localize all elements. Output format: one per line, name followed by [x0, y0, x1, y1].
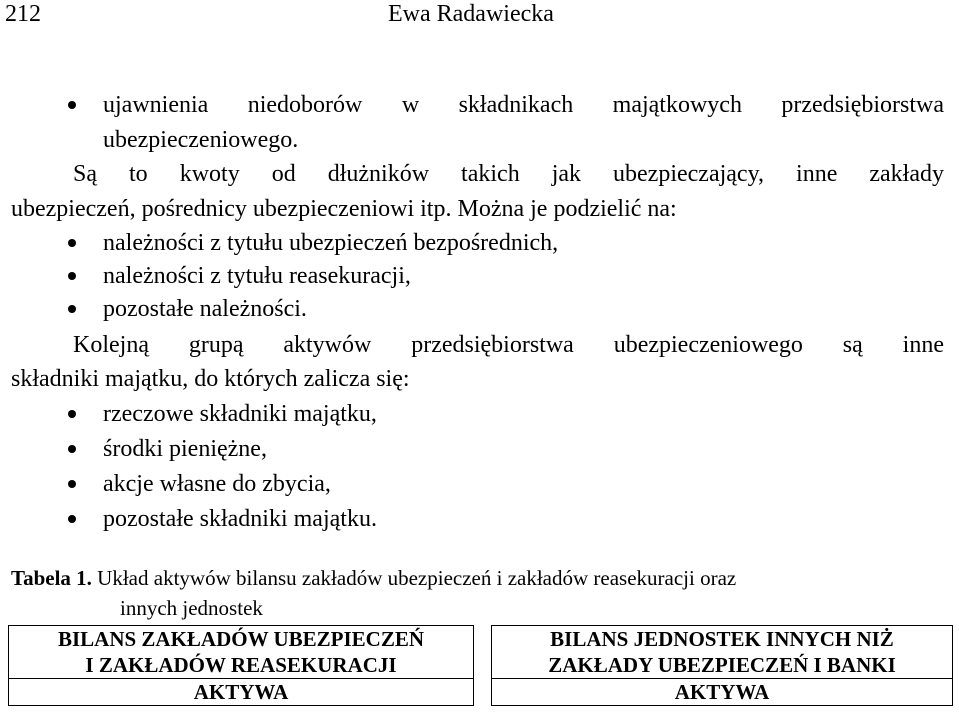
- paragraph-line: Są to kwoty od dłużników takich jak ubezpieczający, inne zakłady: [73, 161, 944, 187]
- list-item-continuation: ubezpieczeniowego.: [103, 127, 299, 153]
- running-header-author: Ewa Radawiecka: [388, 1, 554, 27]
- table-gap: [474, 679, 492, 706]
- list-item: pozostałe należności.: [103, 296, 307, 322]
- balance-sheet-table: [8, 625, 953, 706]
- table-caption-label: Tabela 1.: [11, 566, 92, 590]
- bullet-icon: [68, 410, 76, 418]
- bullet-icon: [68, 305, 76, 313]
- bullet-icon: [68, 480, 76, 488]
- table-row: [9, 679, 953, 706]
- bullet-icon: [68, 101, 76, 109]
- table-caption-text: Układ aktywów bilansu zakładów ubezpieczeń i zakładów reasekuracji oraz: [97, 566, 737, 590]
- bullet-icon: [68, 239, 76, 247]
- list-item: środki pieniężne,: [103, 436, 267, 462]
- table-caption: [11, 568, 736, 589]
- table-cell-right: AKTYWA: [492, 679, 953, 706]
- table-header-right: BILANS JEDNOSTEK INNYCH NIŻ ZAKŁADY UBEZPIECZEŃ I BANKI: [492, 626, 953, 679]
- paragraph-line: ubezpieczeń, pośrednicy ubezpieczeniowi itp. Można je podzielić na:: [11, 196, 677, 222]
- list-item: pozostałe składniki majątku.: [103, 506, 377, 532]
- bullet-icon: [68, 445, 76, 453]
- list-item: rzeczowe składniki majątku,: [103, 401, 377, 427]
- table-gap: [474, 626, 492, 679]
- list-item: należności z tytułu ubezpieczeń bezpośrednich,: [103, 230, 559, 256]
- table-header-row: [9, 626, 953, 679]
- table-cell-left: AKTYWA: [9, 679, 474, 706]
- table-header-left: BILANS ZAKŁADÓW UBEZPIECZEŃ I ZAKŁADÓW REASEKURACJI: [9, 626, 474, 679]
- list-item: należności z tytułu reasekuracji,: [103, 263, 411, 289]
- list-item: ujawnienia niedoborów w składnikach majątkowych przedsiębiorstwa: [103, 92, 944, 118]
- paragraph-line: Kolejną grupą aktywów przedsiębiorstwa ubezpieczeniowego są inne: [73, 332, 944, 358]
- paragraph-line: składniki majątku, do których zalicza się:: [11, 366, 410, 392]
- bullet-icon: [68, 515, 76, 523]
- list-item: akcje własne do zbycia,: [103, 471, 331, 497]
- bullet-icon: [68, 272, 76, 280]
- table-caption-continuation: innych jednostek: [120, 596, 263, 620]
- page-number: 212: [5, 1, 41, 27]
